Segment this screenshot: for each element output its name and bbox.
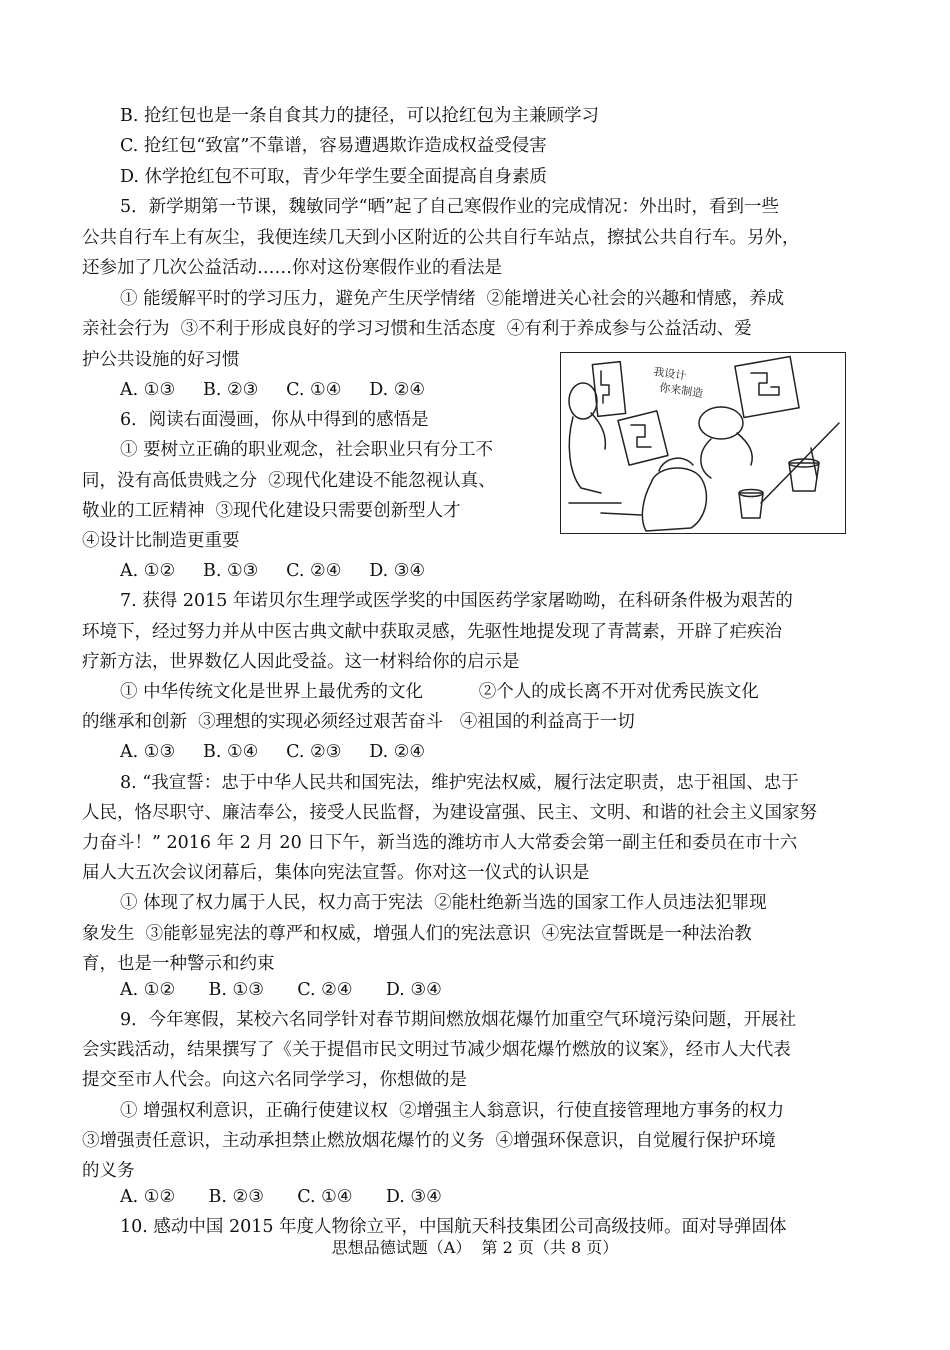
q6-statement-line: 同，没有高低贵贱之分 ②现代化建设不能忽视认真、 (82, 471, 496, 491)
q9-statement-line: 的义务 (82, 1161, 135, 1181)
q6-statement-line: 敬业的工匠精神 ③现代化建设只需要创新型人才 (82, 501, 461, 521)
q7-choices: A. ①③ B. ①④ C. ②③ D. ②④ (120, 742, 426, 762)
q7-stem-line: 环境下，经过努力并从中医古典文献中获取灵感，先驱性地提发现了青蒿素，开辟了疟疾治 (82, 622, 782, 642)
q9-choices: A. ①② B. ②③ C. ①④ D. ③④ (120, 1187, 442, 1207)
q5-stem-line: 公共自行车上有灰尘，我便连续几天到小区附近的公共自行车站点，擦拭公共自行车。另外， (82, 228, 800, 248)
q8-statement-line: ① 体现了权力属于人民，权力高于宪法 ②能杜绝新当选的国家工作人员违法犯罪现 (120, 893, 767, 913)
q8-stem-line: 届人大五次会议闭幕后，集体向宪法宣誓。你对这一仪式的认识是 (82, 863, 590, 883)
q9-statement-line: ① 增强权利意识，正确行使建议权 ②增强主人翁意识，行使直接管理地方事务的权力 (120, 1101, 785, 1121)
q8-statement-line: 象发生 ③能彰显宪法的尊严和权威，增强人们的宪法意识 ④宪法宣誓既是一种法治教 (82, 924, 752, 944)
q5-statement-line: 护公共设施的好习惯 (82, 350, 240, 370)
blueprint-center (618, 411, 668, 465)
q9-stem-line: 提交至市人代会。向这六名同学学习，你想做的是 (82, 1070, 467, 1090)
figure-head-right (699, 407, 743, 439)
blueprint-right (735, 357, 799, 418)
q9-statement-line: ③增强责任意识，主动承担禁止燃放烟花爆竹的义务 ④增强环保意识，自觉履行保护环境 (82, 1131, 776, 1151)
q6-stem-line: 6．阅读右面漫画，你从中得到的感悟是 (120, 410, 429, 430)
q8-choices: A. ①② B. ①③ C. ②④ D. ③④ (120, 980, 442, 1000)
cartoon-speech-line-1: 我设计 (652, 365, 688, 383)
option-c-line: C. 抢红包“致富”不靠谱，容易遭遇欺诈造成权益受侵害 (120, 136, 547, 156)
q9-stem-line: 会实践活动，结果撰写了《关于提倡市民文明过节减少烟花爆竹燃放的议案》，经市人大代表 (82, 1040, 791, 1060)
q6-statement-line: ① 要树立正确的职业观念，社会职业只有分工不 (120, 440, 494, 460)
q7-stem-line: 疗新方法，世界数亿人因此受益。这一材料给你的启示是 (82, 652, 520, 672)
option-b-line: B. 抢红包也是一条自食其力的捷径，可以抢红包为主兼顾学习 (120, 106, 599, 126)
q5-stem-line: 5．新学期第一节课，魏敏同学“晒”起了自己寒假作业的完成情况：外出时，看到一些 (120, 197, 780, 217)
worker-body (642, 468, 706, 531)
q7-stem-line: 7. 获得 2015 年诺贝尔生理学或医学奖的中国医药学家屠呦呦，在科研条件极为艰苦的 (120, 591, 793, 611)
q5-choices: A. ①③ B. ②③ C. ①④ D. ②④ (120, 380, 426, 400)
option-d-line: D. 休学抢红包不可取，青少年学生要全面提高自身素质 (120, 167, 548, 187)
figure-head-left (569, 383, 597, 419)
figure-body-left (569, 417, 601, 493)
q6-statement-line: ④设计比制造更重要 (82, 531, 240, 551)
q5-statement-line: ① 能缓解平时的学习压力，避免产生厌学情绪 ②能增进关心社会的兴趣和情感，养成 (120, 289, 785, 309)
q8-stem-line: 8. “我宣誓：忠于中华人民共和国宪法，维护宪法权威，履行法定职责，忠于祖国、忠于 (120, 773, 799, 793)
cartoon-speech-line-2: 你来制造 (658, 381, 704, 401)
q6-choices: A. ①② B. ①③ C. ②④ D. ③④ (120, 561, 426, 581)
page-footer: 思想品德试题（A） 第 2 页（共 8 页） (331, 1238, 619, 1257)
q7-statement-line: ① 中华传统文化是世界上最优秀的文化 ②个人的成长离不开对优秀民族文化 (120, 682, 759, 702)
q7-statement-line: 的继承和创新 ③理想的实现必须经过艰苦奋斗 ④祖国的利益高于一切 (82, 712, 635, 732)
cartoon-illustration (560, 352, 846, 534)
q8-stem-line: 人民，恪尽职守、廉洁奉公，接受人民监督，为建设富强、民主、文明、和谐的社会主义国家努 (82, 803, 817, 823)
q8-stem-line: 力奋斗！” 2016 年 2 月 20 日下午，新当选的潍坊市人大常委会第一副主任和委员在市十六 (82, 833, 798, 853)
q5-stem-line: 还参加了几次公益活动……你对这份寒假作业的看法是 (82, 258, 502, 278)
q5-statement-line: 亲社会行为 ③不利于形成良好的学习习惯和生活态度 ④有利于养成参与公益活动、爱 (82, 319, 752, 339)
q9-stem-line: 9．今年寒假，某校六名同学针对春节期间燃放烟花爆竹加重空气环境污染问题，开展社 (120, 1010, 797, 1030)
q10-stem-line: 10. 感动中国 2015 年度人物徐立平，中国航天科技集团公司高级技师。面对导弹固体 (120, 1217, 787, 1237)
q8-statement-line: 育，也是一种警示和约束 (82, 954, 275, 974)
